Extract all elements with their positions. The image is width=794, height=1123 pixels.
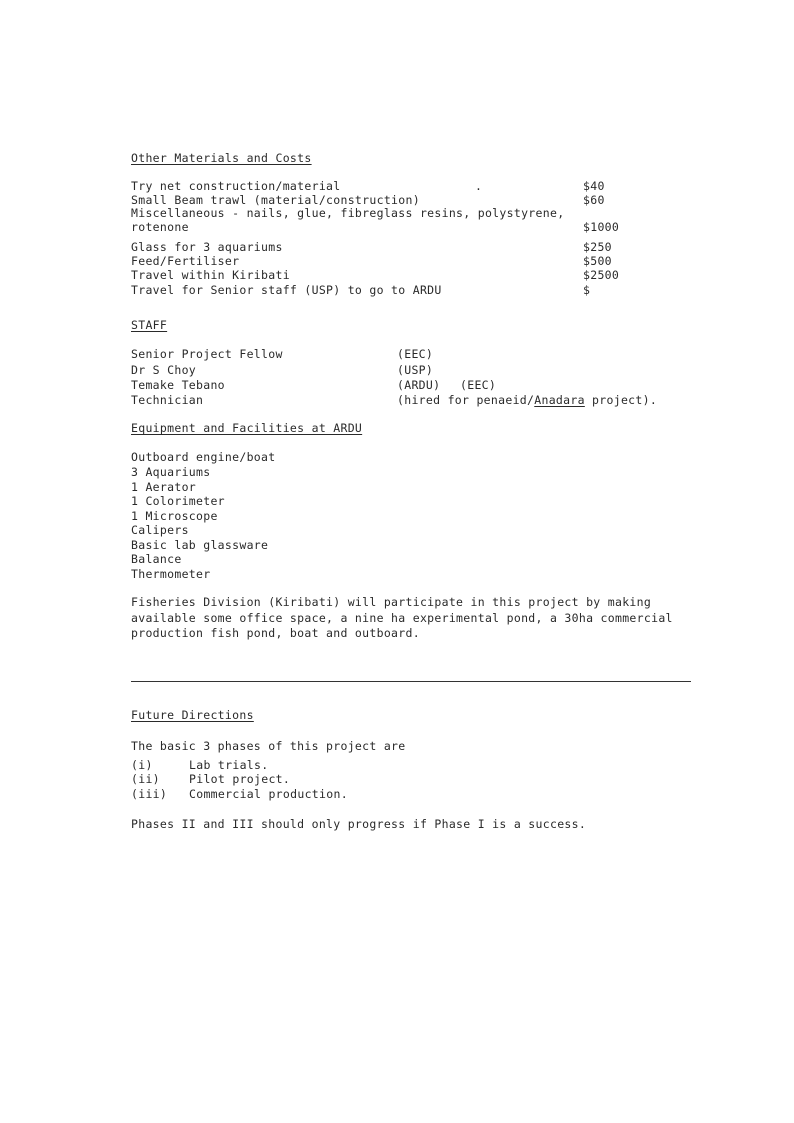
species-name: Anadara — [534, 393, 585, 407]
future-intro: The basic 3 phases of this project are — [131, 739, 406, 753]
staff-role-prefix: (hired for penaeid/ — [397, 393, 535, 407]
staff-role-suffix: project). — [584, 393, 658, 407]
paragraph-line: production fish pond, boat and outboard. — [131, 626, 420, 640]
staff-role — [397, 393, 657, 407]
phase-number: (i) — [131, 758, 153, 772]
materials-item-cost: $250 — [583, 240, 612, 254]
phase-number: (ii) — [131, 772, 160, 786]
staff-name: Senior Project Fellow — [131, 347, 283, 361]
phase-text: Commercial production. — [189, 787, 348, 801]
staff-role: (EEC) — [397, 347, 434, 361]
materials-item-cost: $1000 — [583, 220, 620, 234]
staff-role: (ARDU) — [397, 378, 441, 392]
staff-role-extra: (EEC) — [460, 378, 497, 392]
staff-heading: STAFF — [131, 318, 168, 332]
materials-item-label: Feed/Fertiliser — [131, 254, 240, 268]
materials-item-label: Travel within Kiribati — [131, 268, 290, 282]
materials-item-label: Small Beam trawl (material/construction) — [131, 193, 420, 207]
equipment-item: Outboard engine/boat — [131, 450, 276, 464]
equipment-item: 1 Colorimeter — [131, 494, 225, 508]
paragraph-line: available some office space, a nine ha experimental pond, a 30ha commercial — [131, 611, 673, 625]
staff-name: Temake Tebano — [131, 378, 225, 392]
equipment-heading: Equipment and Facilities at ARDU — [131, 421, 363, 435]
phase-number: (iii) — [131, 787, 168, 801]
equipment-item: Balance — [131, 552, 182, 566]
staff-name: Dr S Choy — [131, 363, 197, 377]
equipment-item: 1 Aerator — [131, 480, 197, 494]
materials-item-label: Try net construction/material — [131, 179, 341, 193]
materials-item-label: Travel for Senior staff (USP) to go to ARDU — [131, 283, 442, 297]
materials-heading: Other Materials and Costs — [131, 151, 312, 165]
equipment-item: Calipers — [131, 523, 189, 537]
equipment-item: 3 Aquariums — [131, 465, 211, 479]
materials-item-label: Glass for 3 aquariums — [131, 240, 283, 254]
materials-item-dot: . — [475, 179, 483, 193]
equipment-item: Basic lab glassware — [131, 538, 269, 552]
materials-item-cost: $ — [583, 283, 591, 297]
future-closing: Phases II and III should only progress if Phase I is a success. — [131, 817, 587, 831]
paragraph-line: Fisheries Division (Kiribati) will participate in this project by making — [131, 595, 652, 609]
phase-text: Pilot project. — [189, 772, 291, 786]
staff-name: Technician — [131, 393, 204, 407]
materials-item-cost: $500 — [583, 254, 612, 268]
materials-item-label: rotenone — [131, 220, 189, 234]
equipment-item: 1 Microscope — [131, 509, 218, 523]
phase-text: Lab trials. — [189, 758, 269, 772]
section-divider — [131, 681, 691, 682]
materials-item-cost: $2500 — [583, 268, 620, 282]
future-heading: Future Directions — [131, 708, 254, 722]
equipment-item: Thermometer — [131, 567, 211, 581]
materials-item-cost: $60 — [583, 193, 605, 207]
materials-item-cost: $40 — [583, 179, 605, 193]
materials-item-label: Miscellaneous - nails, glue, fibreglass resins, polystyrene, — [131, 206, 565, 220]
staff-role: (USP) — [397, 363, 434, 377]
